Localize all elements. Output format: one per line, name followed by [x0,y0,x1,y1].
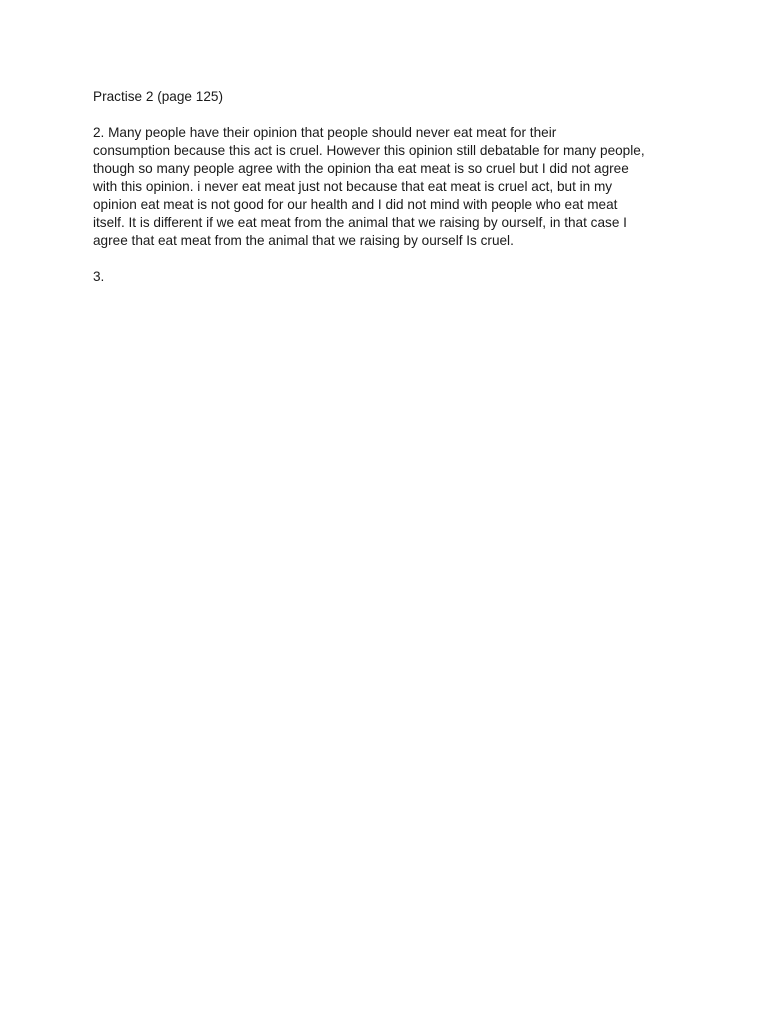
answer-2-line: agree that eat meat from the animal that we raising by ourself Is cruel. [93,233,514,248]
answer-2-line: consumption because this act is cruel. However this opinion still debatable for many people, [93,143,645,158]
answer-3-label: 3. [93,269,105,284]
answer-2-line: opinion eat meat is not good for our health and I did not mind with people who eat meat [93,197,618,212]
practice-heading: Practise 2 (page 125) [93,89,223,104]
answer-2-line: with this opinion. i never eat meat just not because that eat meat is cruel act, but in my [93,179,613,194]
answer-2-line: itself. It is different if we eat meat from the animal that we raising by ourself, in that case I [93,215,627,230]
answer-2-line: 2. Many people have their opinion that people should never eat meat for their [93,125,557,140]
document-body [93,88,683,286]
answer-2-paragraph [93,124,683,250]
answer-2-line: though so many people agree with the opinion tha eat meat is so cruel but I did not agree [93,161,629,176]
